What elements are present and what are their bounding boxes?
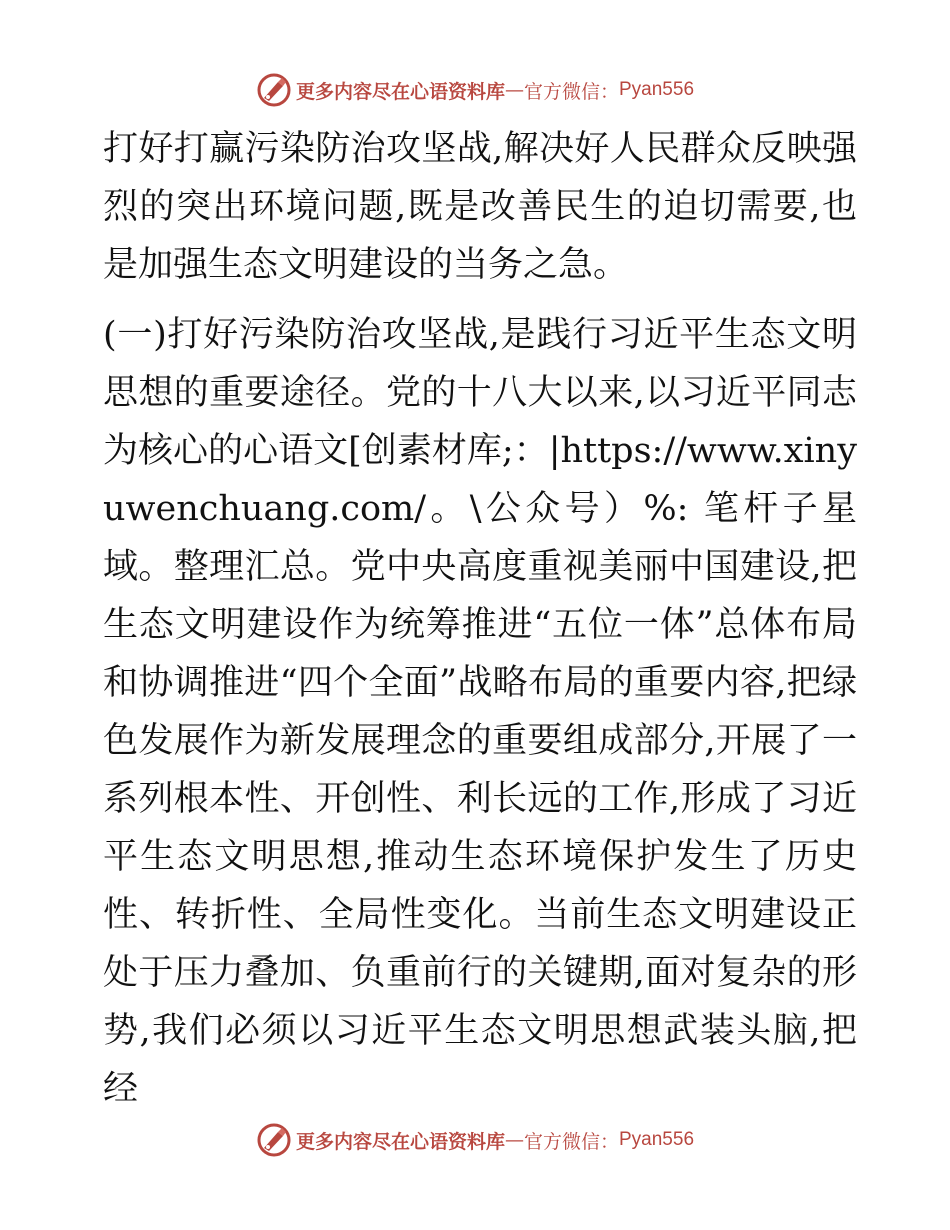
banner-account: Pyan556 bbox=[619, 79, 695, 100]
banner-separator: — bbox=[504, 1129, 524, 1151]
banner-separator: — bbox=[504, 79, 524, 101]
banner-label: 官方微信： bbox=[523, 80, 619, 103]
banner-account: Pyan556 bbox=[619, 1129, 695, 1150]
document-body bbox=[97, 120, 857, 1118]
banner-label: 官方微信： bbox=[523, 1130, 619, 1153]
footer-banner bbox=[0, 1120, 950, 1160]
banner-title: 更多内容尽在心语资料库 bbox=[295, 80, 505, 103]
pen-logo-icon bbox=[256, 72, 292, 108]
header-banner bbox=[0, 70, 950, 110]
pen-logo-icon bbox=[256, 1122, 292, 1158]
paragraph-intro: 打好打赢污染防治攻坚战,解决好人民群众反映强烈的突出环境问题,既是改善民生的迫切需要,也是加强生态文明建设的当务之急。 bbox=[103, 129, 857, 285]
banner-title: 更多内容尽在心语资料库 bbox=[295, 1130, 505, 1153]
paragraph-section-one: (一)打好污染防治攻坚战,是践行习近平生态文明思想的重要途径。党的十八大以来,以习近平同志为核心的心语文[创素材库;：|https://www.xinyuwenchuang.com/。\公众号）%: 笔杆子星域。整理汇总。党中央高度重视美丽中国建设,把生态文明建设作为统筹推进“五位一体”总体布局和协调推进“四个全面”战略布局的重要内容,把绿色发展作为新发展理念的重要组成部分,开展了一系列根本性、开创性、利长远的工作,形成了习近平生态文明思想,推动生态环境保护发生了历史性、转折性、全局性变化。当前生态文明建设正处于压力叠加、负重前行的关键期,面对复杂的形势,我们必须以习近平生态文明思想武装头脑,把经 bbox=[103, 315, 857, 1109]
